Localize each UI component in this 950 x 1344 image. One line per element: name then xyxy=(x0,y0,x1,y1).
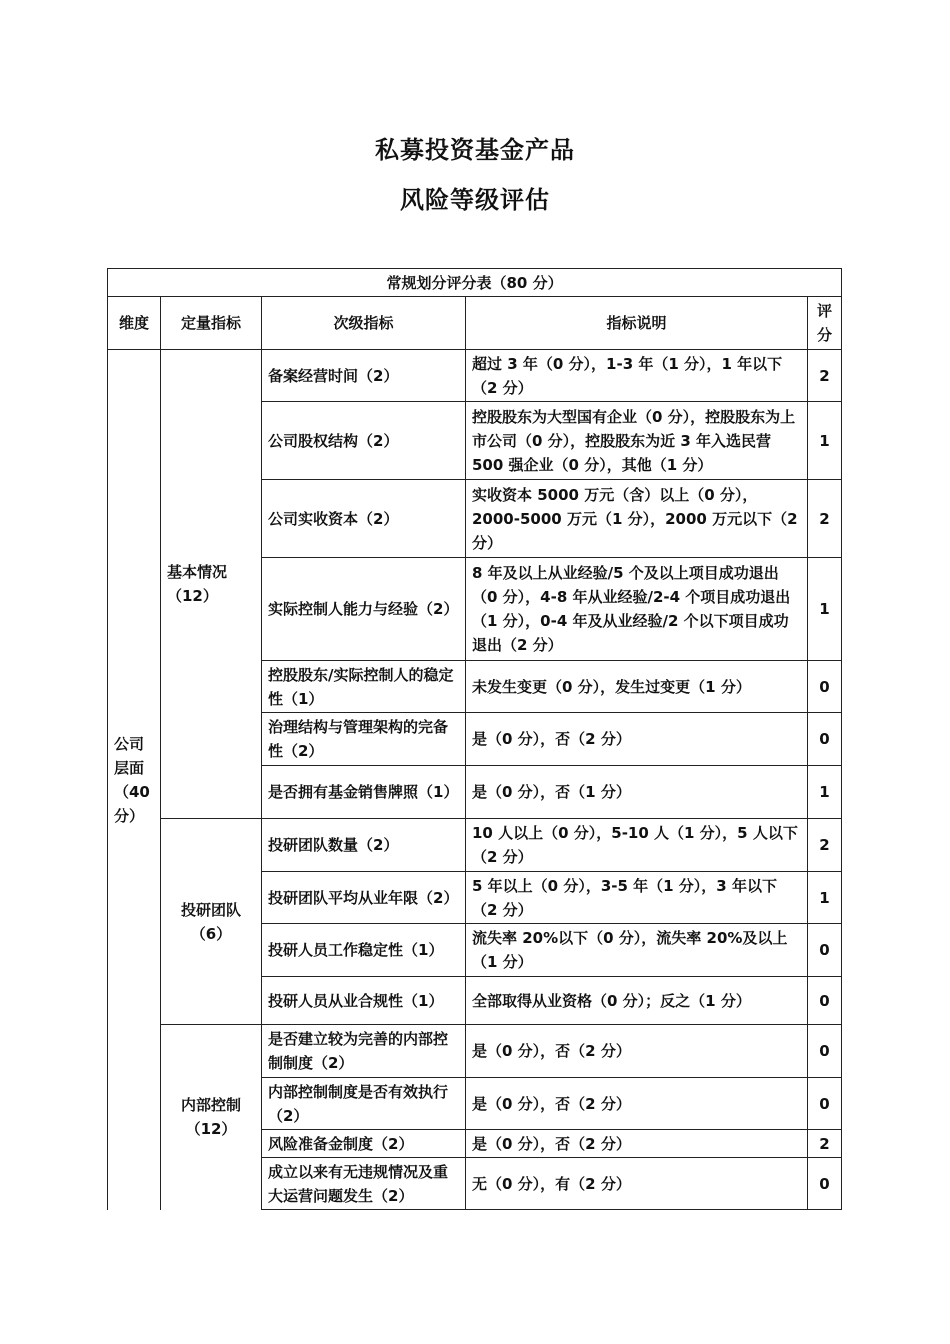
row-sub: 内部控制制度是否有效执行（2） xyxy=(262,1078,466,1130)
row-score: 0 xyxy=(808,661,842,713)
row-sub: 投研人员从业合规性（1） xyxy=(262,977,466,1025)
row-sub: 风险准备金制度（2） xyxy=(262,1130,466,1158)
row-desc: 是（0 分），否（1 分） xyxy=(466,766,808,819)
row-desc: 无（0 分），有（2 分） xyxy=(466,1158,808,1210)
row-score: 1 xyxy=(808,766,842,819)
group-team: 投研团队（6） xyxy=(161,819,262,1025)
row-score: 0 xyxy=(808,1078,842,1130)
row-desc: 5 年以上（0 分），3-5 年（1 分），3 年以下（2 分） xyxy=(466,872,808,924)
row-sub: 实际控制人能力与经验（2） xyxy=(262,558,466,661)
row-desc: 8 年及以上从业经验/5 个及以上项目成功退出（0 分），4-8 年从业经验/2-4 个项目成功退出（1 分），0-4 年及从业经验/2 个以下项目成功退出（2 分） xyxy=(466,558,808,661)
row-score: 1 xyxy=(808,872,842,924)
row-desc: 流失率 20%以下（0 分），流失率 20%及以上（1 分） xyxy=(466,924,808,977)
row-desc: 10 人以上（0 分），5-10 人（1 分），5 人以下（2 分） xyxy=(466,819,808,872)
row-score: 0 xyxy=(808,1025,842,1078)
table-row xyxy=(108,1025,842,1078)
row-sub: 成立以来有无违规情况及重大运营问题发生（2） xyxy=(262,1158,466,1210)
row-desc: 是（0 分），否（2 分） xyxy=(466,713,808,766)
row-desc: 实收资本 5000 万元（含）以上（0 分），2000-5000 万元（1 分），2000 万元以下（2 分） xyxy=(466,480,808,558)
group-basic: 基本情况（12） xyxy=(161,350,262,819)
row-sub: 备案经营时间（2） xyxy=(262,350,466,402)
row-score: 0 xyxy=(808,924,842,977)
header-quant-indicator: 定量指标 xyxy=(161,297,262,350)
dimension-company: 公司层面（40分） xyxy=(108,350,161,1210)
row-sub: 是否拥有基金销售牌照（1） xyxy=(262,766,466,819)
risk-score-table xyxy=(107,268,842,1210)
row-score: 0 xyxy=(808,977,842,1025)
row-sub: 投研团队数量（2） xyxy=(262,819,466,872)
table-row xyxy=(108,819,842,872)
row-sub: 投研团队平均从业年限（2） xyxy=(262,872,466,924)
header-score: 评分 xyxy=(808,297,842,350)
row-sub: 治理结构与管理架构的完备性（2） xyxy=(262,713,466,766)
row-sub: 公司实收资本（2） xyxy=(262,480,466,558)
row-score: 2 xyxy=(808,819,842,872)
row-score: 1 xyxy=(808,402,842,480)
header-dimension: 维度 xyxy=(108,297,161,350)
row-score: 1 xyxy=(808,558,842,661)
row-score: 2 xyxy=(808,480,842,558)
row-desc: 超过 3 年（0 分），1-3 年（1 分），1 年以下（2 分） xyxy=(466,350,808,402)
header-sub-indicator: 次级指标 xyxy=(262,297,466,350)
row-score: 2 xyxy=(808,1130,842,1158)
row-score: 2 xyxy=(808,350,842,402)
row-score: 0 xyxy=(808,1158,842,1210)
header-indicator-desc: 指标说明 xyxy=(466,297,808,350)
row-sub: 公司股权结构（2） xyxy=(262,402,466,480)
row-desc: 全部取得从业资格（0 分）；反之（1 分） xyxy=(466,977,808,1025)
row-desc: 是（0 分），否（2 分） xyxy=(466,1025,808,1078)
row-desc: 控股股东为大型国有企业（0 分），控股股东为上市公司（0 分），控股股东为近 3 年入选民营 500 强企业（0 分），其他（1 分） xyxy=(466,402,808,480)
row-sub: 投研人员工作稳定性（1） xyxy=(262,924,466,977)
row-sub: 控股股东/实际控制人的稳定性（1） xyxy=(262,661,466,713)
row-sub: 是否建立较为完善的内部控制制度（2） xyxy=(262,1025,466,1078)
row-desc: 是（0 分），否（2 分） xyxy=(466,1078,808,1130)
row-desc: 是（0 分），否（2 分） xyxy=(466,1130,808,1158)
table-caption: 常规划分评分表（80 分） xyxy=(108,269,842,297)
document-title: 私募投资基金产品 xyxy=(375,136,575,164)
group-control: 内部控制（12） xyxy=(161,1025,262,1210)
row-desc: 未发生变更（0 分），发生过变更（1 分） xyxy=(466,661,808,713)
row-score: 0 xyxy=(808,713,842,766)
document-subtitle: 风险等级评估 xyxy=(400,186,550,214)
table-row xyxy=(108,350,842,402)
